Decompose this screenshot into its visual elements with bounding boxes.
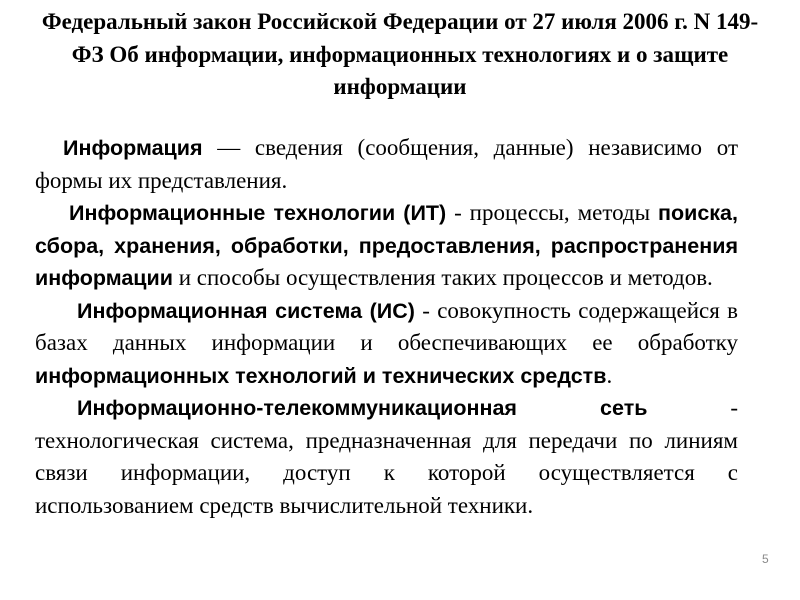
slide-body — [35, 132, 738, 522]
definition-text: . — [606, 362, 613, 388]
definition-text: - процессы, методы — [446, 200, 658, 225]
term-network: Информационно-телекоммуникационная сеть — [77, 396, 648, 420]
slide-title: Федеральный закон Российской Федерации от 27 июля 2006 г. N 149-ФЗ Об информации, информационных технологиях и о защите информации — [41, 9, 759, 99]
emphasis-text: поиска, сбора, хранения, обработки, предоставления, распространения информации — [35, 201, 738, 290]
term-information: Информация — [63, 136, 203, 160]
definition-text: - совокупность содержащейся в базах данных информации и обеспечивающих ее обработку — [35, 297, 738, 355]
definition-text: и способы осуществления таких процессов и методов. — [172, 265, 713, 290]
term-is: Информационная система (ИС) — [77, 298, 415, 323]
definition-is — [35, 295, 738, 393]
definition-text: — сведения (сообщения, данные) независимо от формы их представления. — [35, 135, 738, 193]
definition-it — [35, 197, 738, 295]
definition-network — [35, 392, 738, 522]
term-it: Информационные технологии (ИТ) — [69, 201, 447, 225]
slide-number: 5 — [762, 552, 769, 566]
definition-text: - технологическая система, предназначенная для передачи по линиям связи информации, доступ к которой осуществляется с использованием средств вычислительной техники. — [35, 395, 738, 518]
definition-information — [35, 132, 738, 197]
emphasis-text: информационных технологий и технических средств — [35, 363, 607, 388]
